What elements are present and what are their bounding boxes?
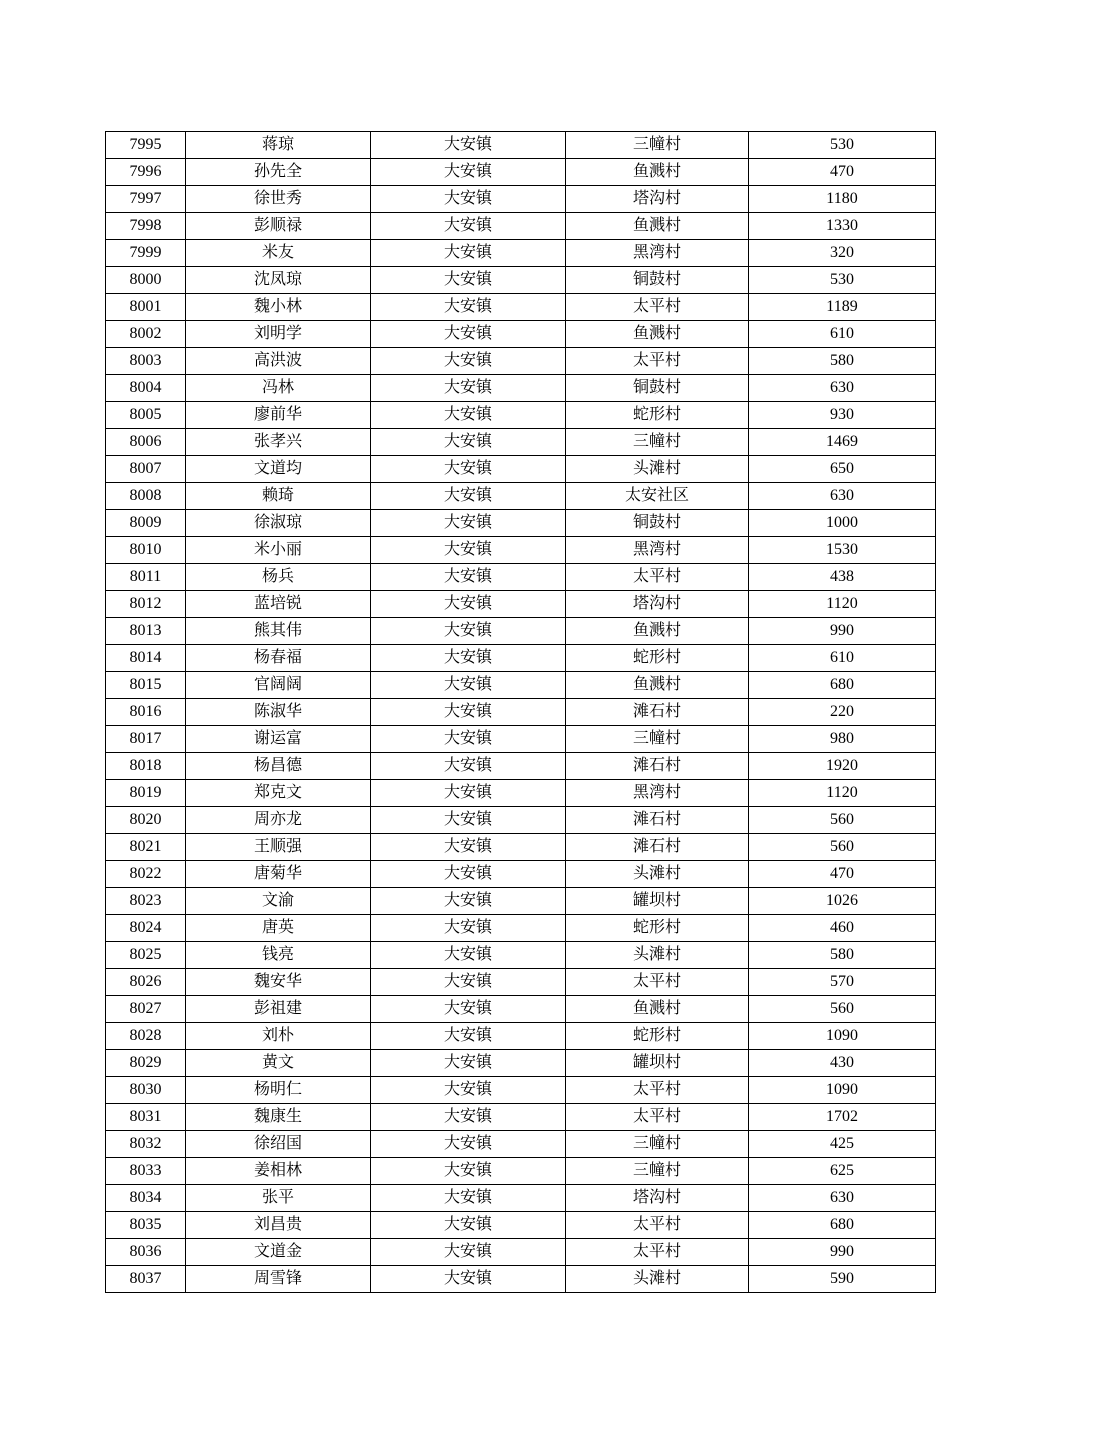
- cell-id: 8030: [106, 1077, 186, 1104]
- table-row: [106, 861, 936, 888]
- cell-village: 三幢村: [566, 726, 749, 753]
- cell-name: 熊其伟: [186, 618, 371, 645]
- cell-village: 太安社区: [566, 483, 749, 510]
- cell-town: 大安镇: [371, 861, 566, 888]
- cell-amount: 1469: [749, 429, 936, 456]
- cell-name: 彭顺禄: [186, 213, 371, 240]
- cell-amount: 460: [749, 915, 936, 942]
- cell-name: 刘朴: [186, 1023, 371, 1050]
- cell-town: 大安镇: [371, 402, 566, 429]
- table-row: [106, 510, 936, 537]
- cell-id: 8012: [106, 591, 186, 618]
- table-row: [106, 1266, 936, 1293]
- cell-id: 8015: [106, 672, 186, 699]
- cell-village: 头滩村: [566, 942, 749, 969]
- cell-name: 姜相林: [186, 1158, 371, 1185]
- cell-name: 蓝培锐: [186, 591, 371, 618]
- cell-village: 头滩村: [566, 1266, 749, 1293]
- table-row: [106, 969, 936, 996]
- cell-village: 太平村: [566, 1077, 749, 1104]
- cell-name: 赖琦: [186, 483, 371, 510]
- cell-town: 大安镇: [371, 780, 566, 807]
- table-row: [106, 645, 936, 672]
- cell-village: 太平村: [566, 1212, 749, 1239]
- cell-id: 8002: [106, 321, 186, 348]
- cell-town: 大安镇: [371, 888, 566, 915]
- cell-amount: 630: [749, 483, 936, 510]
- cell-town: 大安镇: [371, 1239, 566, 1266]
- cell-village: 鱼溅村: [566, 321, 749, 348]
- cell-town: 大安镇: [371, 753, 566, 780]
- cell-name: 孙先全: [186, 159, 371, 186]
- cell-name: 陈淑华: [186, 699, 371, 726]
- cell-village: 罐坝村: [566, 1050, 749, 1077]
- table-row: [106, 213, 936, 240]
- cell-amount: 590: [749, 1266, 936, 1293]
- cell-town: 大安镇: [371, 429, 566, 456]
- cell-village: 塔沟村: [566, 1185, 749, 1212]
- cell-amount: 425: [749, 1131, 936, 1158]
- table-row: [106, 537, 936, 564]
- cell-amount: 630: [749, 375, 936, 402]
- cell-town: 大安镇: [371, 1266, 566, 1293]
- table-row: [106, 456, 936, 483]
- cell-amount: 1189: [749, 294, 936, 321]
- cell-id: 8007: [106, 456, 186, 483]
- cell-amount: 1920: [749, 753, 936, 780]
- cell-village: 鱼溅村: [566, 618, 749, 645]
- cell-id: 8034: [106, 1185, 186, 1212]
- table-row: [106, 267, 936, 294]
- cell-village: 三幢村: [566, 429, 749, 456]
- cell-town: 大安镇: [371, 618, 566, 645]
- cell-amount: 530: [749, 267, 936, 294]
- cell-amount: 1026: [749, 888, 936, 915]
- cell-name: 高洪波: [186, 348, 371, 375]
- cell-town: 大安镇: [371, 267, 566, 294]
- cell-village: 鱼溅村: [566, 996, 749, 1023]
- cell-id: 8009: [106, 510, 186, 537]
- cell-name: 冯林: [186, 375, 371, 402]
- cell-amount: 1120: [749, 591, 936, 618]
- table-row: [106, 1104, 936, 1131]
- cell-amount: 320: [749, 240, 936, 267]
- cell-id: 8020: [106, 807, 186, 834]
- cell-village: 塔沟村: [566, 591, 749, 618]
- cell-town: 大安镇: [371, 672, 566, 699]
- cell-village: 铜鼓村: [566, 267, 749, 294]
- table-row: [106, 402, 936, 429]
- cell-name: 刘昌贵: [186, 1212, 371, 1239]
- cell-town: 大安镇: [371, 1158, 566, 1185]
- cell-id: 8023: [106, 888, 186, 915]
- cell-amount: 650: [749, 456, 936, 483]
- cell-id: 8017: [106, 726, 186, 753]
- cell-village: 滩石村: [566, 699, 749, 726]
- cell-village: 太平村: [566, 1239, 749, 1266]
- cell-village: 三幢村: [566, 132, 749, 159]
- cell-id: 8035: [106, 1212, 186, 1239]
- table-row: [106, 996, 936, 1023]
- cell-village: 头滩村: [566, 456, 749, 483]
- cell-amount: 1000: [749, 510, 936, 537]
- table-row: [106, 348, 936, 375]
- cell-name: 唐英: [186, 915, 371, 942]
- cell-amount: 560: [749, 834, 936, 861]
- cell-town: 大安镇: [371, 1212, 566, 1239]
- cell-town: 大安镇: [371, 996, 566, 1023]
- cell-town: 大安镇: [371, 240, 566, 267]
- cell-town: 大安镇: [371, 969, 566, 996]
- cell-town: 大安镇: [371, 1077, 566, 1104]
- cell-name: 杨明仁: [186, 1077, 371, 1104]
- cell-village: 蛇形村: [566, 915, 749, 942]
- cell-name: 张平: [186, 1185, 371, 1212]
- cell-village: 滩石村: [566, 834, 749, 861]
- cell-amount: 1330: [749, 213, 936, 240]
- cell-town: 大安镇: [371, 348, 566, 375]
- table-row: [106, 240, 936, 267]
- cell-village: 太平村: [566, 564, 749, 591]
- cell-town: 大安镇: [371, 1050, 566, 1077]
- cell-name: 徐绍国: [186, 1131, 371, 1158]
- cell-town: 大安镇: [371, 186, 566, 213]
- cell-name: 文渝: [186, 888, 371, 915]
- cell-village: 蛇形村: [566, 645, 749, 672]
- cell-amount: 530: [749, 132, 936, 159]
- cell-village: 罐坝村: [566, 888, 749, 915]
- cell-village: 太平村: [566, 969, 749, 996]
- cell-town: 大安镇: [371, 564, 566, 591]
- cell-amount: 610: [749, 321, 936, 348]
- cell-id: 8027: [106, 996, 186, 1023]
- cell-name: 廖前华: [186, 402, 371, 429]
- cell-village: 太平村: [566, 348, 749, 375]
- cell-amount: 580: [749, 348, 936, 375]
- cell-village: 塔沟村: [566, 186, 749, 213]
- cell-id: 7999: [106, 240, 186, 267]
- cell-name: 杨昌德: [186, 753, 371, 780]
- cell-amount: 580: [749, 942, 936, 969]
- cell-name: 黄文: [186, 1050, 371, 1077]
- cell-id: 8004: [106, 375, 186, 402]
- cell-town: 大安镇: [371, 645, 566, 672]
- data-table: [105, 131, 936, 1293]
- cell-village: 三幢村: [566, 1131, 749, 1158]
- cell-town: 大安镇: [371, 591, 566, 618]
- cell-town: 大安镇: [371, 483, 566, 510]
- cell-id: 7996: [106, 159, 186, 186]
- cell-town: 大安镇: [371, 321, 566, 348]
- cell-town: 大安镇: [371, 132, 566, 159]
- cell-id: 8026: [106, 969, 186, 996]
- cell-amount: 610: [749, 645, 936, 672]
- cell-id: 8037: [106, 1266, 186, 1293]
- cell-amount: 680: [749, 1212, 936, 1239]
- cell-id: 8028: [106, 1023, 186, 1050]
- cell-amount: 560: [749, 807, 936, 834]
- cell-name: 蒋琼: [186, 132, 371, 159]
- cell-village: 太平村: [566, 1104, 749, 1131]
- cell-town: 大安镇: [371, 456, 566, 483]
- cell-amount: 930: [749, 402, 936, 429]
- table-row: [106, 807, 936, 834]
- cell-village: 蛇形村: [566, 402, 749, 429]
- cell-id: 8032: [106, 1131, 186, 1158]
- cell-id: 8036: [106, 1239, 186, 1266]
- cell-id: 8001: [106, 294, 186, 321]
- cell-id: 8005: [106, 402, 186, 429]
- table-row: [106, 1050, 936, 1077]
- cell-town: 大安镇: [371, 1131, 566, 1158]
- cell-amount: 560: [749, 996, 936, 1023]
- cell-village: 黑湾村: [566, 240, 749, 267]
- cell-id: 7998: [106, 213, 186, 240]
- cell-name: 沈凤琼: [186, 267, 371, 294]
- cell-amount: 1090: [749, 1023, 936, 1050]
- cell-amount: 990: [749, 618, 936, 645]
- cell-town: 大安镇: [371, 1023, 566, 1050]
- cell-id: 8003: [106, 348, 186, 375]
- cell-id: 8024: [106, 915, 186, 942]
- cell-town: 大安镇: [371, 159, 566, 186]
- cell-id: 7997: [106, 186, 186, 213]
- cell-village: 铜鼓村: [566, 510, 749, 537]
- cell-village: 滩石村: [566, 753, 749, 780]
- cell-name: 王顺强: [186, 834, 371, 861]
- table-row: [106, 1239, 936, 1266]
- table-row: [106, 564, 936, 591]
- cell-name: 魏小林: [186, 294, 371, 321]
- cell-name: 魏安华: [186, 969, 371, 996]
- cell-amount: 430: [749, 1050, 936, 1077]
- cell-id: 8021: [106, 834, 186, 861]
- cell-town: 大安镇: [371, 726, 566, 753]
- cell-id: 8022: [106, 861, 186, 888]
- cell-village: 蛇形村: [566, 1023, 749, 1050]
- cell-name: 文道金: [186, 1239, 371, 1266]
- cell-id: 8014: [106, 645, 186, 672]
- table-row: [106, 699, 936, 726]
- cell-amount: 438: [749, 564, 936, 591]
- cell-village: 太平村: [566, 294, 749, 321]
- table-row: [106, 888, 936, 915]
- cell-amount: 1180: [749, 186, 936, 213]
- cell-village: 滩石村: [566, 807, 749, 834]
- cell-village: 鱼溅村: [566, 159, 749, 186]
- cell-id: 8006: [106, 429, 186, 456]
- cell-id: 8029: [106, 1050, 186, 1077]
- table-row: [106, 132, 936, 159]
- cell-name: 周雪锋: [186, 1266, 371, 1293]
- cell-id: 8010: [106, 537, 186, 564]
- cell-id: 8000: [106, 267, 186, 294]
- cell-amount: 1530: [749, 537, 936, 564]
- table-row: [106, 672, 936, 699]
- table-row: [106, 780, 936, 807]
- cell-id: 8011: [106, 564, 186, 591]
- cell-town: 大安镇: [371, 807, 566, 834]
- cell-amount: 220: [749, 699, 936, 726]
- cell-town: 大安镇: [371, 1104, 566, 1131]
- table-row: [106, 159, 936, 186]
- table-row: [106, 294, 936, 321]
- cell-amount: 1090: [749, 1077, 936, 1104]
- cell-village: 铜鼓村: [566, 375, 749, 402]
- cell-id: 7995: [106, 132, 186, 159]
- cell-name: 彭祖建: [186, 996, 371, 1023]
- cell-town: 大安镇: [371, 942, 566, 969]
- cell-village: 头滩村: [566, 861, 749, 888]
- cell-village: 黑湾村: [566, 537, 749, 564]
- cell-name: 文道均: [186, 456, 371, 483]
- cell-name: 谢运富: [186, 726, 371, 753]
- table-row: [106, 483, 936, 510]
- table-row: [106, 753, 936, 780]
- cell-amount: 630: [749, 1185, 936, 1212]
- table-row: [106, 591, 936, 618]
- table-row: [106, 1212, 936, 1239]
- table-row: [106, 186, 936, 213]
- cell-amount: 980: [749, 726, 936, 753]
- table-row: [106, 834, 936, 861]
- table-row: [106, 375, 936, 402]
- cell-name: 米小丽: [186, 537, 371, 564]
- cell-id: 8013: [106, 618, 186, 645]
- cell-id: 8025: [106, 942, 186, 969]
- cell-town: 大安镇: [371, 510, 566, 537]
- cell-village: 鱼溅村: [566, 213, 749, 240]
- cell-id: 8008: [106, 483, 186, 510]
- cell-town: 大安镇: [371, 537, 566, 564]
- cell-town: 大安镇: [371, 294, 566, 321]
- cell-name: 杨春福: [186, 645, 371, 672]
- cell-town: 大安镇: [371, 1185, 566, 1212]
- cell-name: 郑克文: [186, 780, 371, 807]
- cell-name: 徐淑琼: [186, 510, 371, 537]
- cell-amount: 625: [749, 1158, 936, 1185]
- cell-name: 杨兵: [186, 564, 371, 591]
- cell-town: 大安镇: [371, 213, 566, 240]
- cell-town: 大安镇: [371, 375, 566, 402]
- table-row: [106, 915, 936, 942]
- cell-town: 大安镇: [371, 915, 566, 942]
- cell-id: 8016: [106, 699, 186, 726]
- cell-amount: 1120: [749, 780, 936, 807]
- cell-amount: 570: [749, 969, 936, 996]
- cell-id: 8031: [106, 1104, 186, 1131]
- table-body: [106, 132, 936, 1293]
- table-row: [106, 321, 936, 348]
- table-row: [106, 618, 936, 645]
- cell-village: 鱼溅村: [566, 672, 749, 699]
- cell-name: 魏康生: [186, 1104, 371, 1131]
- cell-name: 周亦龙: [186, 807, 371, 834]
- cell-id: 8019: [106, 780, 186, 807]
- cell-name: 张孝兴: [186, 429, 371, 456]
- cell-town: 大安镇: [371, 834, 566, 861]
- table-row: [106, 1077, 936, 1104]
- cell-name: 唐菊华: [186, 861, 371, 888]
- cell-name: 刘明学: [186, 321, 371, 348]
- cell-village: 黑湾村: [566, 780, 749, 807]
- cell-id: 8033: [106, 1158, 186, 1185]
- table-row: [106, 1131, 936, 1158]
- cell-amount: 990: [749, 1239, 936, 1266]
- cell-name: 钱亮: [186, 942, 371, 969]
- cell-name: 米友: [186, 240, 371, 267]
- cell-name: 徐世秀: [186, 186, 371, 213]
- table-row: [106, 726, 936, 753]
- table-row: [106, 1158, 936, 1185]
- table-row: [106, 942, 936, 969]
- cell-id: 8018: [106, 753, 186, 780]
- cell-amount: 680: [749, 672, 936, 699]
- table-row: [106, 1023, 936, 1050]
- table-row: [106, 1185, 936, 1212]
- cell-amount: 1702: [749, 1104, 936, 1131]
- cell-amount: 470: [749, 159, 936, 186]
- cell-amount: 470: [749, 861, 936, 888]
- cell-town: 大安镇: [371, 699, 566, 726]
- cell-village: 三幢村: [566, 1158, 749, 1185]
- cell-name: 官阔阔: [186, 672, 371, 699]
- table-row: [106, 429, 936, 456]
